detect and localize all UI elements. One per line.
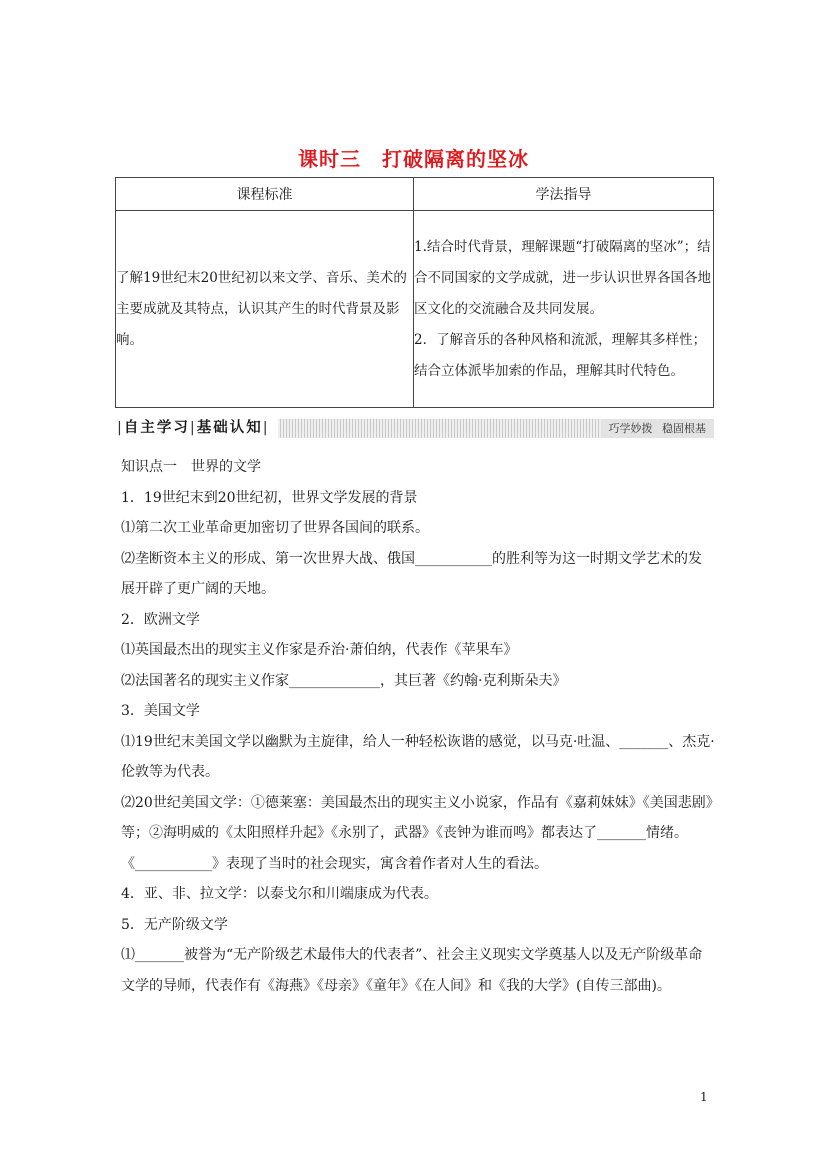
text-line: ⑴第二次工业革命更加密切了世界各国间的联系。 [121,520,429,536]
guide-item-2: 2．了解音乐的各种风格和流派，理解其多样性；结合立体派毕加索的作品，理解其时代特色。 [414,331,707,379]
content-body [121,452,715,1001]
text-line: ⑴19世纪末美国文学以幽默为主旋律，给人一种轻松诙谐的感觉，以马克·吐温、_______、杰克·伦敦等为代表。 [121,733,715,780]
text-line: ⑵20世纪美国文学：①德莱塞：美国最杰出的现实主义小说家，作品有《嘉莉妹妹》《美国悲剧》等；②海明威的《太阳照样升起》《永别了，武器》《丧钟为谁而鸣》都表达了_______情绪。《___________》表现了当时的社会现实，寓含着作者对人生的看法。 [121,794,713,872]
header-curriculum-standard: 课程标准 [116,178,414,211]
banner-heading-a: 自主学习 [123,420,190,436]
text-line: ⑴英国最杰出的现实主义作家是乔治·萧伯纳，代表作《苹果车》 [121,642,518,658]
header-study-guide: 学法指导 [414,178,714,211]
text-line: ⑵垄断资本主义的形成、第一次世界大战、俄国___________的胜利等为这一时期文学艺术的发展开辟了更广阔的天地。 [121,550,702,597]
text-line: 1．19世纪末到20世纪初，世界文学发展的背景 [121,489,418,506]
banner-heading-b: 基础认知 [196,420,263,436]
text-line: 3．美国文学 [121,703,200,719]
section-heading: 知识点一 世界的文学 [121,459,261,475]
text-line: 2．欧洲文学 [121,611,200,628]
text-line: ⑴_______被誉为“无产阶级艺术最伟大的代表者”、社会主义现实文学奠基人以及无产阶级革命文学的导师，代表作有《海燕》《母亲》《童年》《在人间》和《我的大学》(自传三部曲)。 [121,947,703,994]
lesson-title: 课时三 打破隔离的坚冰 [298,147,529,171]
section-banner [115,419,714,438]
banner-heading: |自主学习|基础认知| [115,419,278,438]
banner-slogan: 巧学妙拨 稳固根基 [601,419,715,438]
guide-item-1: 1.结合时代背景，理解课题“打破隔离的坚冰”；结合不同国家的文学成就，进一步认识世界各国各地区文化的交流融合及共同发展。 [414,238,711,317]
page-number: 1 [700,1090,708,1104]
study-guide-cell [414,211,714,408]
curriculum-table [115,177,714,408]
text-line: 5．无产阶级文学 [121,916,228,933]
text-line: ⑵法国著名的现实主义作家_____________，其巨著《约翰·克利斯朵夫》 [121,672,567,689]
text-line: 4．亚、非、拉文学：以泰戈尔和川端康成为代表。 [121,886,438,902]
curriculum-standard-cell: 了解19世纪末20世纪初以来文学、音乐、美术的主要成就及其特点，认识其产生的时代背景及影响。 [116,211,414,408]
